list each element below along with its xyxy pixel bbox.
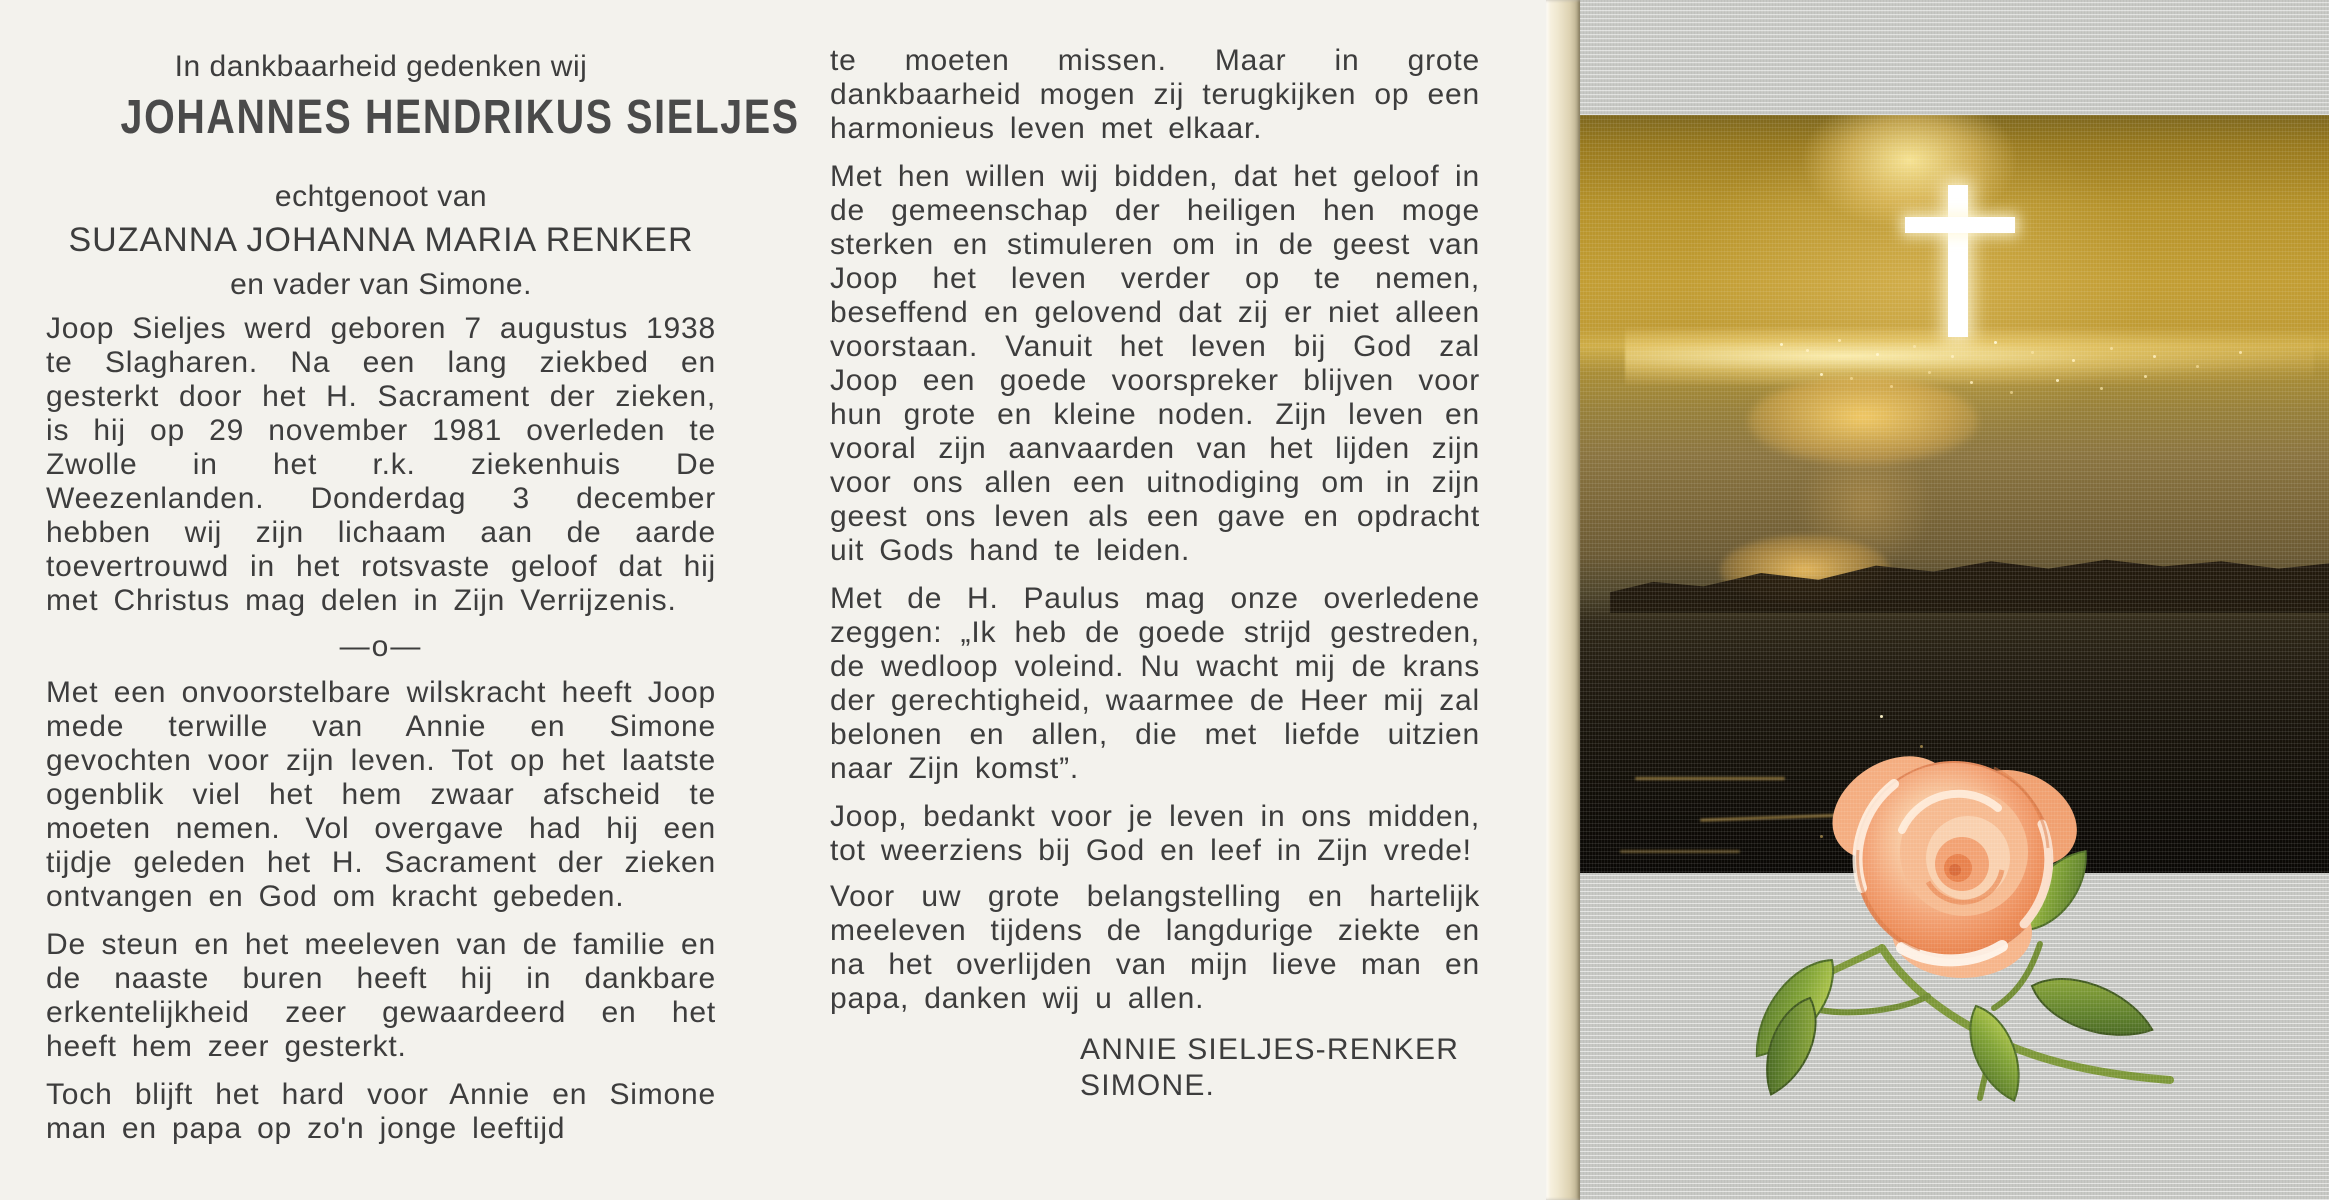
left-column (46, 36, 800, 1158)
middle-column (830, 44, 1480, 1104)
sparkle-dots (1780, 343, 1783, 346)
linen-band-top (1580, 0, 2329, 115)
memorial-paragraph: Met de H. Paulus mag onze overledene zeggen: „Ik heb de goede strijd gestreden, de wedloop voleind. Nu wacht mij de krans der gerechtigheid, waarmee de Heer mij zal belonen en allen, die met liefde uitzien naar Zijn komst”. (830, 582, 1480, 785)
memorial-paragraph: Met hen willen wij bidden, dat het geloof in de gemeenschap der heiligen hen moge sterken en stimuleren om in de geest van Joop het leven verder op te nemen, beseffend en gelovend dat zij er niet alleen voorstaan. Vanuit het leven bij God zal Joop een goede voorspreker blijven voor hun grote en kleine noden. Zijn leven en vooral zijn aanvaarden van het lijden zijn voor ons allen een uitnodiging om in zijn geest ons leven als een gave en opdracht uit Gods hand te leiden. (830, 160, 1480, 567)
memorial-paragraph: Joop, bedankt voor je leven in ons midden, tot weerziens bij God en leef in Zijn vrede! (830, 800, 1480, 867)
rose-illustration (1732, 748, 2192, 1148)
child-line: en vader van Simone. (230, 268, 532, 301)
gold-streak (1620, 850, 1740, 853)
signature-line: SIMONE. (1080, 1069, 1216, 1102)
memorial-paragraph: Met een onvoorstelbare wilskracht heeft Joop mede terwille van Annie en Simone gevochten voor zijn leven. Tot op het laatste ogenblik viel het hem zwaar afscheid te moeten nemen. Vol overgave had hij een tijdje geleden het H. Sacrament der zieken ontvangen en God om kracht gebeden. (46, 676, 716, 913)
cross-icon (1948, 185, 1968, 337)
acknowledgement-paragraph: Voor uw grote belangstelling en hartelijk meeleven tijdens de langdurige ziekte en na het overlijden van mijn lieve man en papa, danken wij u allen. (830, 880, 1480, 1015)
signature-line: ANNIE SIELJES-RENKER (1080, 1033, 1460, 1066)
memorial-card-right-page (1580, 0, 2329, 1200)
intro-line: In dankbaarheid gedenken wij (174, 50, 588, 83)
spouse-name: SUZANNA JOHANNA MARIA RENKER (68, 221, 694, 259)
card-fold-edge (1546, 0, 1580, 1200)
memorial-paragraph: te moeten missen. Maar in grote dankbaarheid mogen zij terugkijken op een harmonieus leven met elkaar. (830, 44, 1480, 145)
memorial-paragraph: De steun en het meeleven van de familie en de naaste buren heeft hij in dankbare erkentelijkheid zeer gewaardeerd en het heeft hem zeer gesterkt. (46, 928, 716, 1063)
rose-bloom (1813, 748, 2093, 978)
horizon-sparkle (1625, 327, 2314, 385)
memorial-paragraph: Toch blijft het hard voor Annie en Simone man en papa op zo'n jonge leeftijd (46, 1078, 716, 1145)
memorial-paragraph: Joop Sieljes werd geboren 7 augustus 1938 te Slagharen. Na een lang ziekbed en gesterkt door het H. Sacrament der zieken, is hij op 29 november 1981 overleden te Zwolle in het r.k. ziekenhuis De Weezenlanden. Donderdag 3 december hebben wij zijn lichaam aan de aarde toevertrouwd in het rotsvaste geloof dat hij met Christus mag delen in Zijn Verrijzenis. (46, 312, 716, 617)
water-glints (1880, 715, 1883, 718)
sparkle-dots (1820, 373, 1823, 376)
signature-block (1080, 1032, 1480, 1104)
section-divider: —o— (339, 630, 423, 663)
shore-silhouette (1610, 539, 2329, 613)
cross-icon (1905, 217, 2015, 233)
deceased-name: JOHANNES HENDRIKUS SIELJES (120, 91, 800, 144)
relation-line: echtgenoot van (274, 180, 488, 213)
